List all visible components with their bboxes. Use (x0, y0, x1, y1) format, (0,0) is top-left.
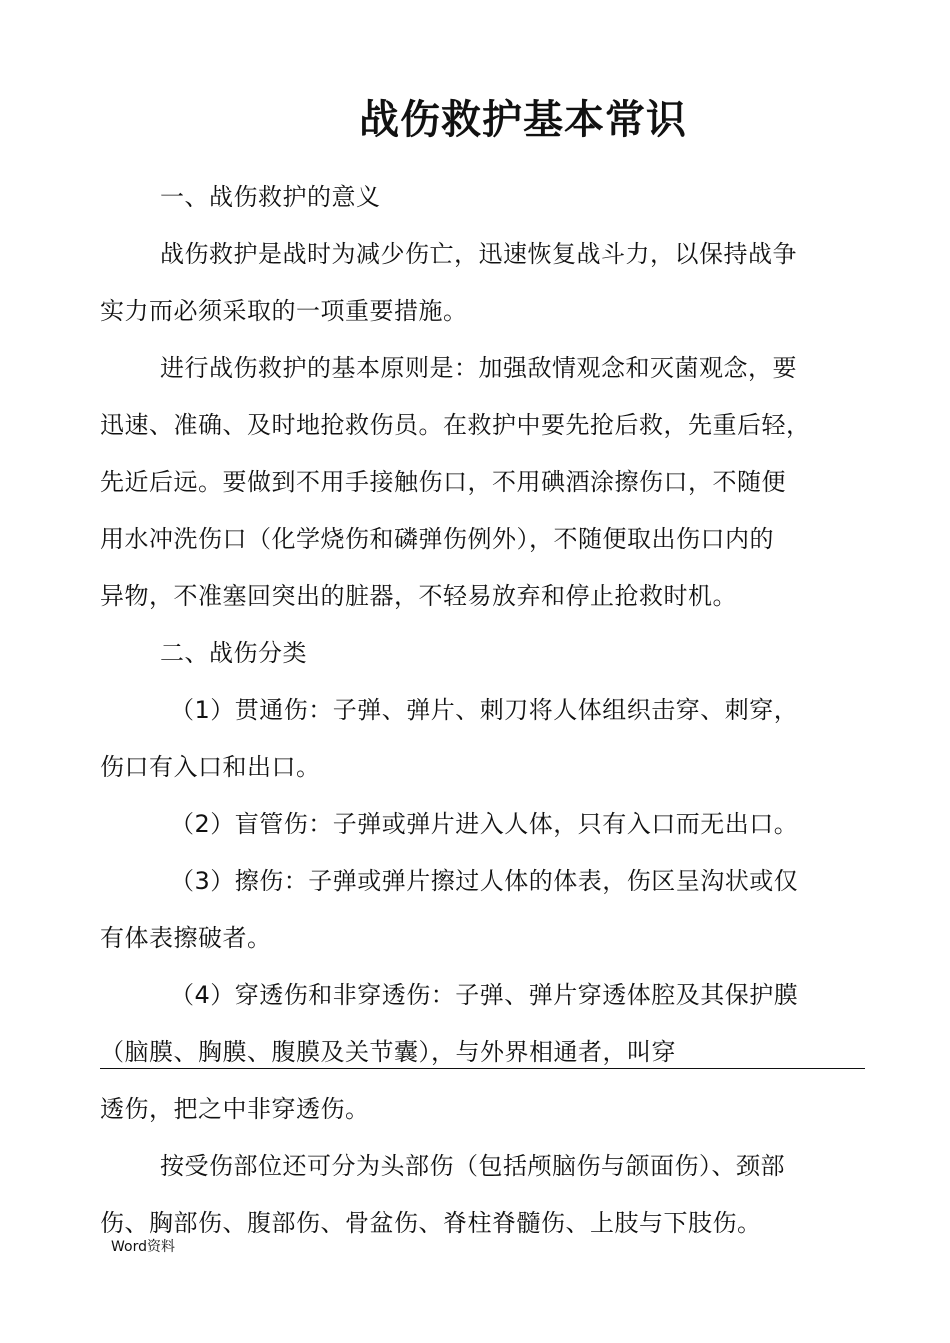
list-item-line: （脑膜、胸膜、腹膜及关节囊），与外界相通者，叫穿 (100, 1038, 676, 1066)
section-heading-classification: 二、战伤分类 (160, 639, 307, 667)
paragraph-line: 用水冲洗伤口（化学烧伤和磷弹伤例外），不随便取出伤口内的 (100, 525, 774, 553)
paragraph-line: 按受伤部位还可分为头部伤（包括颅脑伤与颌面伤）、颈部 (160, 1152, 785, 1180)
paragraph-line: 迅速、准确、及时地抢救伤员。在救护中要先抢后救，先重后轻， (100, 411, 811, 439)
list-item-line: （1）贯通伤：子弹、弹片、刺刀将人体组织击穿、刺穿， (170, 696, 799, 724)
list-item-line: （3）擦伤：子弹或弹片擦过人体的体表，伤区呈沟状或仅 (170, 867, 799, 895)
paragraph-line: 异物，不准塞回突出的脏器，不轻易放弃和停止抢救时机。 (100, 582, 737, 610)
list-item-line: （4）穿透伤和非穿透伤：子弹、弹片穿透体腔及其保护膜 (170, 981, 799, 1009)
paragraph-line: 伤、胸部伤、腹部伤、骨盆伤、脊柱脊髓伤、上肢与下肢伤。 (100, 1209, 762, 1237)
list-item-line: 透伤，把之中非穿透伤。 (100, 1095, 370, 1123)
paragraph-line: 实力而必须采取的一项重要措施。 (100, 297, 468, 325)
footer-label: Word资料 (111, 1239, 175, 1255)
section-heading-significance: 一、战伤救护的意义 (160, 183, 381, 211)
horizontal-rule (100, 1068, 865, 1069)
list-item-line: （2）盲管伤：子弹或弹片进入人体，只有入口而无出口。 (170, 810, 799, 838)
paragraph-line: 战伤救护是战时为减少伤亡，迅速恢复战斗力，以保持战争 (160, 240, 797, 268)
paragraph-line: 先近后远。要做到不用手接触伤口，不用碘酒涂擦伤口，不随便 (100, 468, 786, 496)
list-item-line: 有体表擦破者。 (100, 924, 272, 952)
list-item-line: 伤口有入口和出口。 (100, 753, 321, 781)
document-title: 战伤救护基本常识 (359, 97, 687, 143)
paragraph-line: 进行战伤救护的基本原则是：加强敌情观念和灭菌观念，要 (160, 354, 797, 382)
